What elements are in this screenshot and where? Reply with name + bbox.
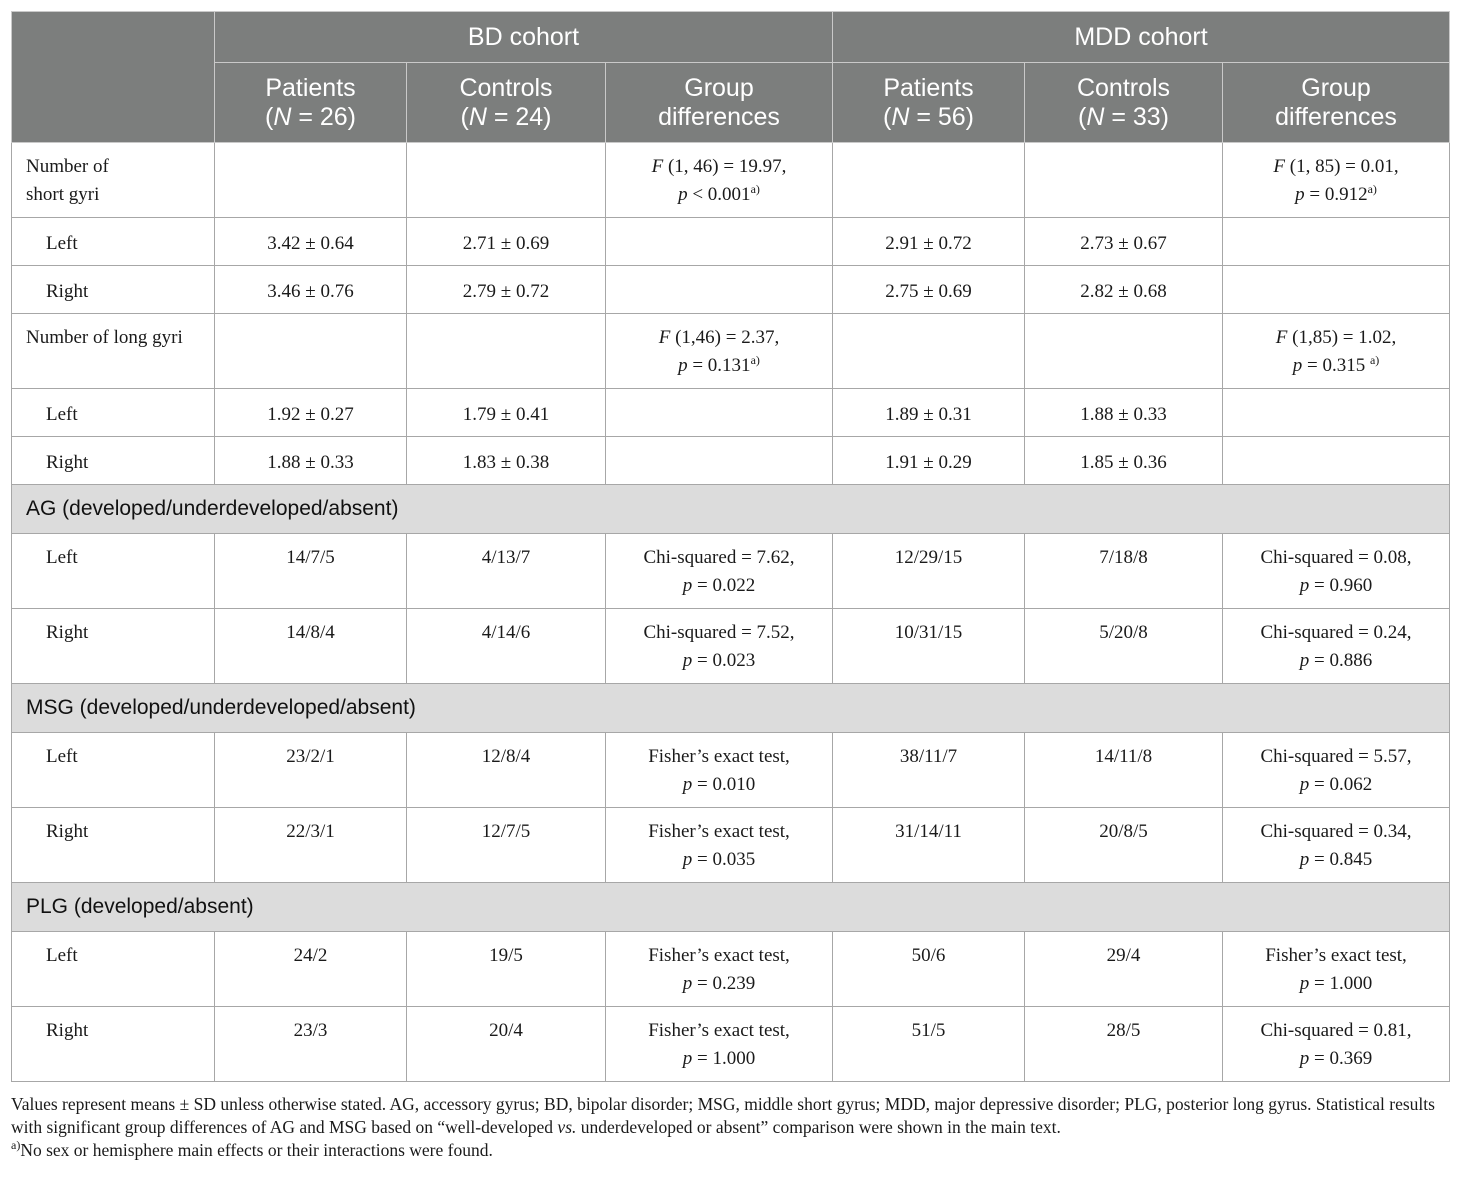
table-row: Left 24/2 19/5 Fisher’s exact test, p = 0.239 50/6 29/4 Fisher’s exact test, p = 1.000 <box>12 932 1450 1007</box>
mdd-stat-short-gyri: F (1, 85) = 0.01, $p = 0.912^{a)}$ <box>1223 143 1450 218</box>
header-mdd-group-differences: Group differences <box>1223 63 1450 143</box>
results-table <box>11 11 1450 1082</box>
table-row: Right 14/8/4 4/14/6 Chi-squared = 7.52, p = 0.023 10/31/15 5/20/8 Chi-squared = 0.24, p = 0.886 <box>12 609 1450 684</box>
section-title-plg: PLG (developed/absent) <box>12 883 1450 932</box>
section-row-plg <box>12 883 1450 932</box>
table-row: Right 23/3 20/4 Fisher’s exact test, p = 1.000 51/5 28/5 Chi-squared = 0.81, p = 0.369 <box>12 1007 1450 1082</box>
table-row: Left 14/7/5 4/13/7 Chi-squared = 7.62, p = 0.022 12/29/15 7/18/8 Chi-squared = 0.08, p = 0.960 <box>12 534 1450 609</box>
footnote-a: $^{a)}$No sex or hemisphere main effects or their interactions were found. <box>11 1138 493 1160</box>
header-row-cohorts <box>12 12 1450 63</box>
table-row-short-gyri <box>12 143 1450 218</box>
table-row: Left 1.92 ± 0.27 1.79 ± 0.41 1.89 ± 0.31 1.88 ± 0.33 <box>12 389 1450 437</box>
table-row: Right 3.46 ± 0.76 2.79 ± 0.72 2.75 ± 0.69 2.82 ± 0.68 <box>12 266 1450 314</box>
table-row: Left 3.42 ± 0.64 2.71 ± 0.69 2.91 ± 0.72 2.73 ± 0.67 <box>12 218 1450 266</box>
header-bd-controls: Controls (N = 24) <box>407 63 606 143</box>
row-label-short-gyri: Number of short gyri <box>12 143 215 218</box>
header-mdd-patients: Patients (N = 56) <box>833 63 1025 143</box>
row-label-long-gyri: Number of long gyri <box>12 314 215 389</box>
section-title-msg: MSG (developed/underdeveloped/absent) <box>12 684 1450 733</box>
header-bd-cohort: BD cohort <box>215 12 833 63</box>
footnote-abbreviations: Values represent means ± SD unless otherwise stated. AG, accessory gyrus; BD, bipolar disorder; MSG, middle short gyrus; MDD, major depressive disorder; PLG, posterior long gyrus. Statistical results with significant group differences of AG and MSG based on “well-developed vs. underdeveloped or absent” comparison were shown in the main text. <box>11 1094 1435 1137</box>
table-row: Right 1.88 ± 0.33 1.83 ± 0.38 1.91 ± 0.29 1.85 ± 0.36 <box>12 437 1450 485</box>
table-container <box>11 11 1449 1162</box>
header-bd-group-differences: Group differences <box>606 63 833 143</box>
table-row: Right 22/3/1 12/7/5 Fisher’s exact test, p = 0.035 31/14/11 20/8/5 Chi-squared = 0.34, p = 0.845 <box>12 808 1450 883</box>
section-title-ag: AG (developed/underdeveloped/absent) <box>12 485 1450 534</box>
mdd-stat-long-gyri: F (1,85) = 1.02, p = 0.315 $^{a)}$ <box>1223 314 1450 389</box>
section-row-msg <box>12 684 1450 733</box>
table-footnote <box>11 1093 1449 1162</box>
header-corner <box>12 12 215 143</box>
header-mdd-cohort: MDD cohort <box>833 12 1450 63</box>
section-row-ag <box>12 485 1450 534</box>
bd-stat-short-gyri: F (1, 46) = 19.97, $p < 0.001^{a)}$ <box>606 143 833 218</box>
header-row-groups <box>12 63 1450 143</box>
header-mdd-controls: Controls (N = 33) <box>1025 63 1223 143</box>
table-row: Left 23/2/1 12/8/4 Fisher’s exact test, p = 0.010 38/11/7 14/11/8 Chi-squared = 5.57, p = 0.062 <box>12 733 1450 808</box>
bd-stat-long-gyri: F (1,46) = 2.37, $p = 0.131^{a)}$ <box>606 314 833 389</box>
header-bd-patients: Patients (N = 26) <box>215 63 407 143</box>
table-row-long-gyri <box>12 314 1450 389</box>
